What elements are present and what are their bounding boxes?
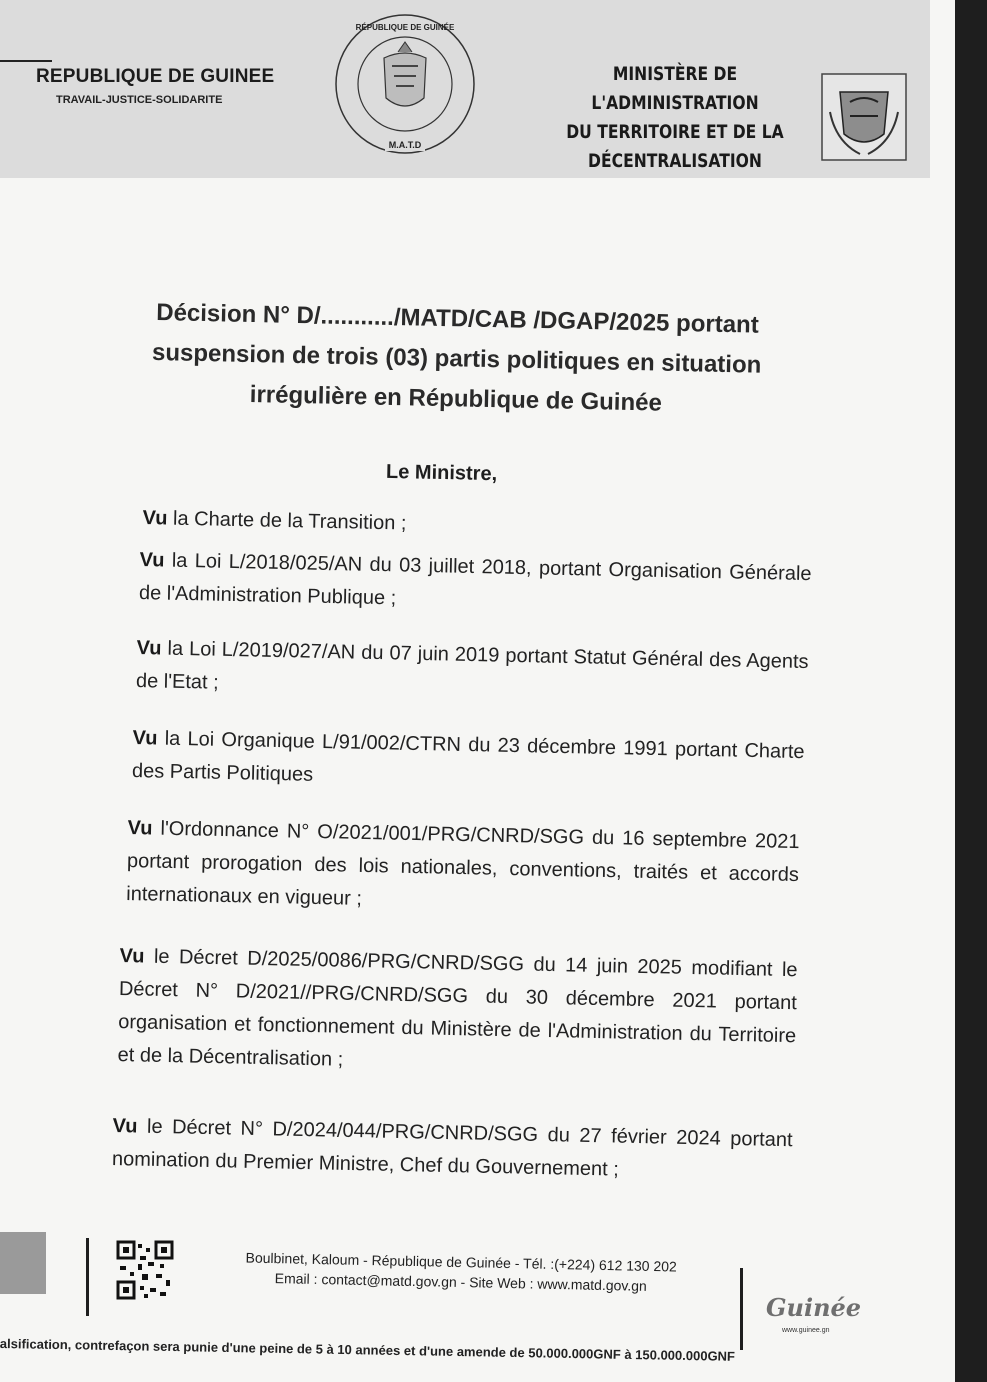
logo-url: www.guinee.gn	[782, 1327, 830, 1334]
vu-label: Vu	[136, 636, 162, 660]
letterhead	[0, 0, 930, 178]
header-rule	[0, 60, 52, 62]
consideration-text: le Décret N° D/2024/044/PRG/CNRD/SGG du 27 février 2024 portant nomination du Premier Ministre, Chef du Gouvernement ;	[111, 1115, 793, 1181]
ministry-name	[548, 60, 802, 176]
vu-label: Vu	[142, 506, 168, 530]
background-edge	[955, 0, 987, 1382]
consideration-2	[139, 544, 812, 624]
title-line-1: Décision N° D/.........../MATD/CAB /DGAP/2025 portant	[156, 299, 760, 339]
ministry-seal-icon	[332, 10, 478, 158]
coat-of-arms-icon	[820, 72, 908, 162]
consideration-text: l'Ordonnance N° O/2021/001/PRG/CNRD/SGG du 16 septembre 2021 portant prorogation des lois nationales, conventions, traités et accords internationaux en vigueur ;	[126, 817, 800, 910]
republic-name: REPUBLIQUE DE GUINEE	[36, 66, 275, 87]
decision-title	[105, 292, 807, 427]
consideration-1	[142, 502, 803, 549]
consideration-5	[126, 812, 800, 925]
vu-label: Vu	[127, 816, 153, 840]
consideration-text: la Loi L/2019/027/AN du 07 juin 2019 portant Statut Général des Agents de l'Etat ;	[135, 637, 809, 694]
ministry-line-3: DÉCENTRALISATION	[588, 150, 762, 172]
title-line-2: suspension de trois (03) partis politiques en situation	[151, 338, 762, 379]
forgery-warning: alsification, contrefaçon sera punie d'une peine de 5 à 10 années et d'une amende de 50.000.000GNF à 150.000.000GNF	[0, 1336, 736, 1364]
footer-email-web: Email : contact@matd.gov.gn - Site Web : www.matd.gov.gn	[274, 1270, 647, 1294]
vu-label: Vu	[139, 548, 165, 572]
consideration-text: la Loi Organique L/91/002/CTRN du 23 décembre 1991 portant Charte des Partis Politiques	[131, 727, 805, 786]
footer-divider-left	[86, 1238, 89, 1316]
title-line-3: irrégulière en République de Guinée	[249, 380, 663, 417]
guinee-logo	[762, 1282, 866, 1342]
consideration-4	[132, 722, 805, 802]
consideration-text: la Charte de la Transition ;	[172, 507, 407, 535]
qr-code-icon	[116, 1240, 174, 1300]
minister-heading: Le Ministre,	[385, 460, 498, 486]
seal-ring-text: RÉPUBLIQUE DE GUINÉE	[355, 23, 455, 32]
ministry-line-2: DU TERRITOIRE ET DE LA	[566, 121, 784, 143]
national-motto: TRAVAIL-JUSTICE-SOLIDARITE	[56, 94, 223, 106]
consideration-text: la Loi L/2018/025/AN du 03 juillet 2018, portant Organisation Générale de l'Administration Publique ;	[138, 549, 812, 610]
seal-bottom-text: M.A.T.D	[388, 140, 422, 150]
footer-contact	[206, 1247, 717, 1298]
page-edge-shadow	[0, 1232, 46, 1294]
vu-label: Vu	[119, 944, 145, 968]
consideration-3	[136, 632, 809, 712]
vu-label: Vu	[132, 726, 158, 750]
footer-divider-right	[740, 1268, 743, 1350]
consideration-6	[117, 940, 798, 1086]
consideration-7	[112, 1110, 793, 1190]
vu-label: Vu	[112, 1114, 138, 1138]
footer-address: Boulbinet, Kaloum - République de Guinée - Tél. :(+224) 612 130 202	[245, 1249, 677, 1275]
consideration-text: le Décret D/2025/0086/PRG/CNRD/SGG du 14 juin 2025 modifiant le Décret N° D/2021//PRG/CNRD/SGG du 30 décembre 2021 portant organisation et fonctionnement du Ministère de l'Administration du Territoire et de la Décentralisation ;	[117, 945, 798, 1071]
ministry-line-1: MINISTÈRE DE L'ADMINISTRATION	[591, 63, 759, 114]
logo-text: Guinée	[766, 1293, 862, 1322]
